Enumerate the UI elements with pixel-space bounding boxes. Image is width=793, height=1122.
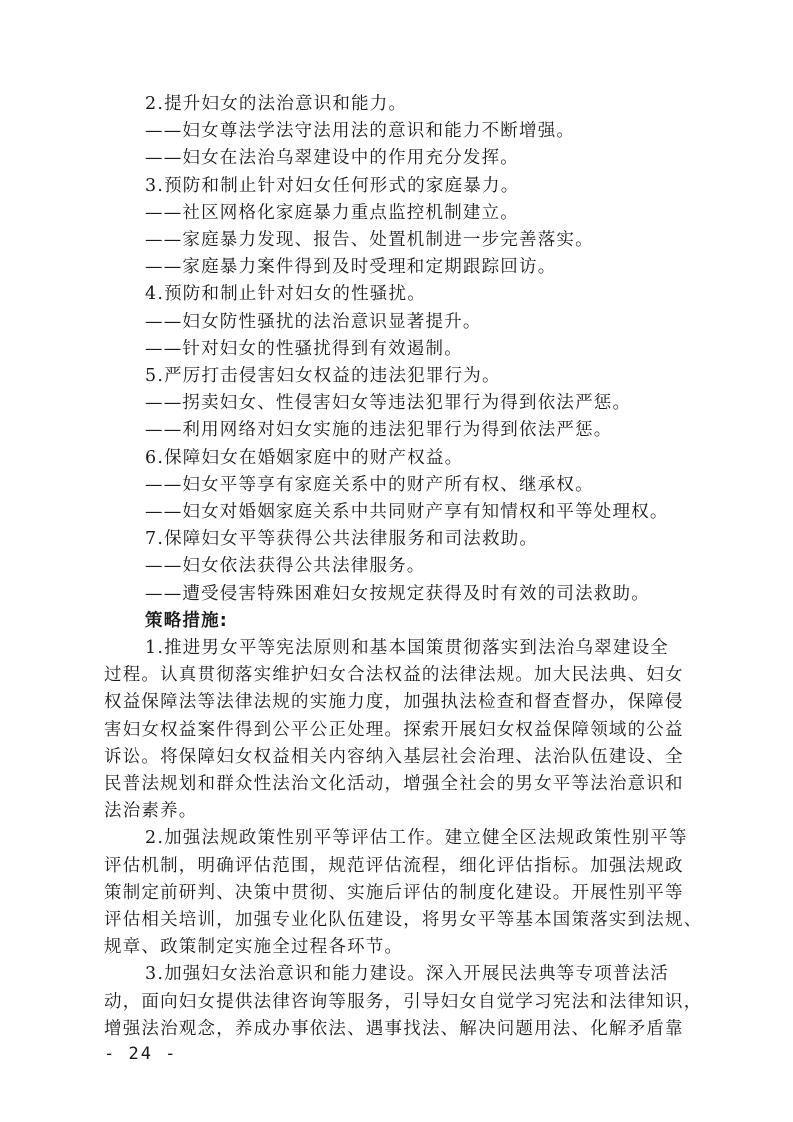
paragraph-line: 动，面向妇女提供法律咨询等服务，引导妇女自觉学习宪法和法律知识， [104,991,703,1012]
paragraph-line: 规章、政策制定实施全过程各环节。 [104,937,404,958]
list-line: ——妇女依法获得公共法律服务。 [145,556,426,577]
paragraph-line: 过程。认真贯彻落实维护妇女合法权益的法律法规。加大民法典、妇女 [104,665,684,686]
list-line: 3.预防和制止针对妇女任何形式的家庭暴力。 [145,175,520,196]
paragraph-line: 法治素养。 [104,801,198,822]
list-line: 5.严厉打击侵害妇女权益的违法犯罪行为。 [145,366,501,386]
list-line: 4.预防和制止针对妇女的性骚扰。 [145,284,426,305]
list-line: ——社区网格化家庭暴力重点监控机制建立。 [145,202,519,223]
list-line: ——妇女平等享有家庭关系中的财产所有权、继承权。 [145,474,594,495]
paragraph-line: 3.加强妇女法治意识和能力建设。深入开展民法典等专项普法活 [145,964,669,985]
list-line: ——妇女在法治乌翠建设中的作用充分发挥。 [145,148,519,169]
paragraph-line: 权益保障法等法律法规的实施力度，加强执法检查和督查督办，保障侵 [104,692,684,713]
list-line: ——利用网络对妇女实施的违法犯罪行为得到依法严惩。 [145,420,613,441]
section-heading: 策略措施: [145,610,228,631]
list-line: ——妇女对婚姻家庭关系中共同财产享有知情权和平等处理权。 [145,502,669,522]
page-number: - 24 - [104,1044,178,1064]
paragraph-line: 民普法规划和群众性法治文化活动，增强全社会的男女平等法治意识和 [104,774,684,794]
list-line: ——拐卖妇女、性侵害妇女等违法犯罪行为得到依法严惩。 [145,393,632,414]
paragraph-line: 害妇女权益案件得到公平公正处理。探索开展妇女权益保障领域的公益 [104,719,684,740]
paragraph-line: 1.推进男女平等宪法原则和基本国策贯彻落实到法治乌翠建设全 [145,638,669,658]
list-line: 6.保障妇女在婚姻家庭中的财产权益。 [145,447,464,468]
list-line: ——针对妇女的性骚扰得到有效遏制。 [145,338,463,359]
paragraph-line: 2.加强法规政策性别平等评估工作。建立健全区法规政策性别平等 [145,828,688,849]
paragraph-line: 评估机制，明确评估范围，规范评估流程，细化评估指标。加强法规政 [104,855,684,876]
list-line: ——家庭暴力发现、报告、处置机制进一步完善落实。 [145,230,594,250]
list-line: ——家庭暴力案件得到及时受理和定期跟踪回访。 [145,257,557,278]
paragraph-line: 策制定前研判、决策中贯彻、实施后评估的制度化建设。开展性别平等 [104,882,684,903]
list-line: ——妇女防性骚扰的法治意识显著提升。 [145,311,482,332]
paragraph-line: 诉讼。将保障妇女权益相关内容纳入基层社会治理、法治队伍建设、全 [104,746,684,767]
list-line: ——妇女尊法学法守法用法的意识和能力不断增强。 [145,121,576,142]
list-line: ——遭受侵害特殊困难妇女按规定获得及时有效的司法救助。 [145,583,650,604]
paragraph-line: 评估相关培训，加强专业化队伍建设，将男女平等基本国策落实到法规、 [104,910,703,930]
paragraph-line: 增强法治观念，养成办事依法、遇事找法、解决问题用法、化解矛盾靠 [104,1018,684,1039]
list-line: 7.保障妇女平等获得公共法律服务和司法救助。 [145,529,539,550]
list-line: 2.提升妇女的法治意识和能力。 [145,94,408,114]
